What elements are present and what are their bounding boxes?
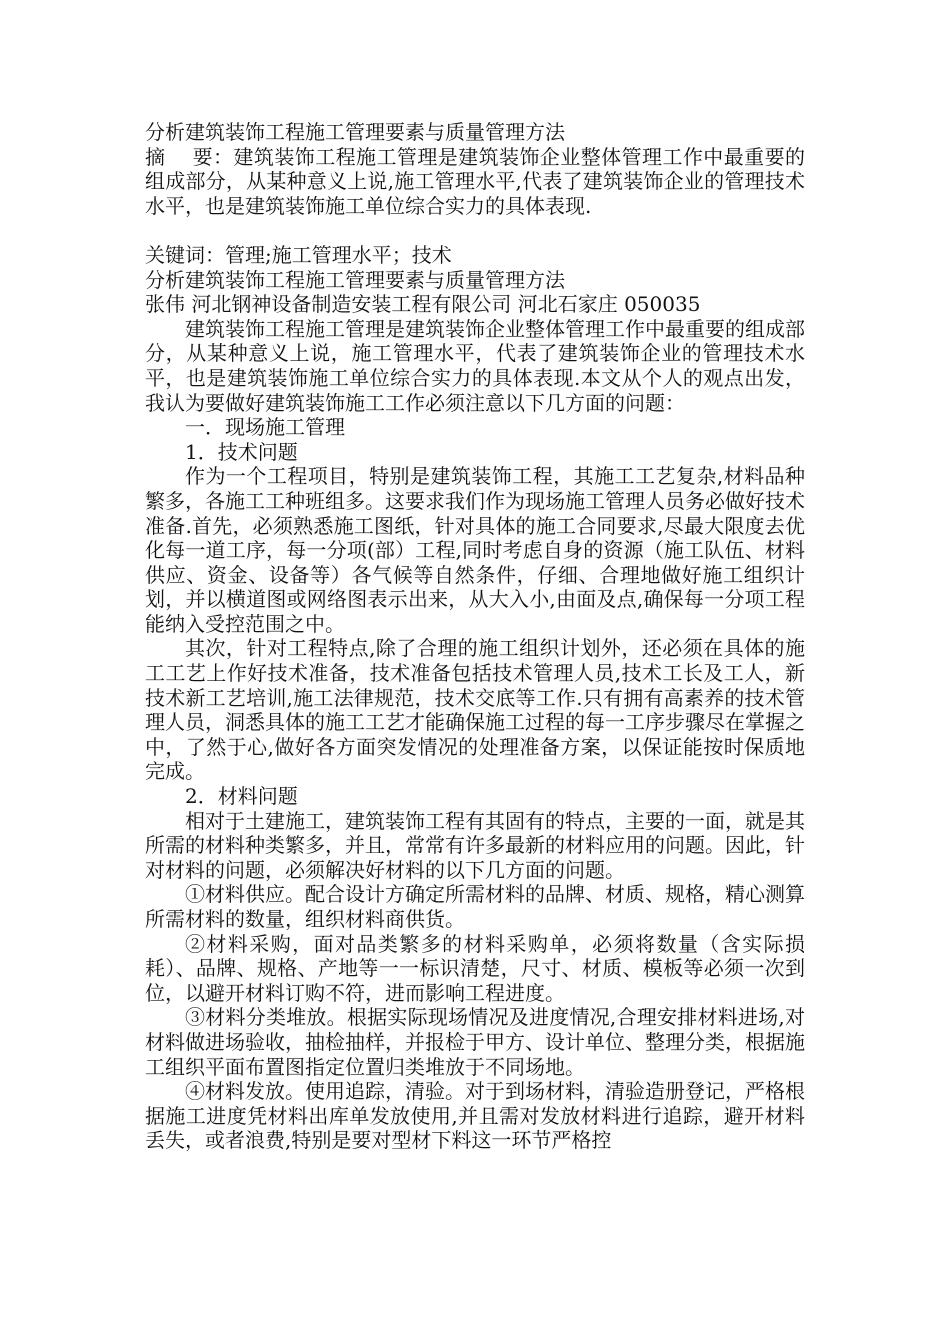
section-heading: 一．现场施工管理 (185, 415, 345, 440)
document-body (145, 120, 805, 1153)
subsection-heading: 2．材料问题 (185, 784, 298, 809)
list-item: ②材料采购，面对品类繁多的材料采购单，必须将数量（含实际损耗）、品牌、规格、产地等一一标识清楚，尺寸、材质、模板等必须一次到位，以避开材料订购不符，进而影响工程进度。 (145, 931, 805, 1005)
blank-line (145, 218, 805, 243)
abstract: 摘 要：建筑装饰工程施工管理是建筑装饰企业整体管理工作中最重要的组成部分，从某种意义上说,施工管理水平,代表了建筑装饰企业的管理技术水平，也是建筑装饰施工单位综合实力的具体表现. (145, 144, 805, 218)
keywords: 关键词：管理;施工管理水平；技术 (145, 242, 452, 267)
list-item: ③材料分类堆放。根据实际现场情况及进度情况,合理安排材料进场,对材料做进场验收，抽检抽样，并报检于甲方、设计单位、整理分类，根据施工组织平面布置图指定位置归类堆放于不同场地。 (145, 1005, 805, 1079)
paragraph: 其次，针对工程特点,除了合理的施工组织计划外，还必须在具体的施工工艺上作好技术准备，技术准备包括技术管理人员,技术工长及工人，新技术新工艺培训,施工法律规范，技术交底等工作.只有拥有高素养的技术管理人员，洞悉具体的施工工艺才能确保施工过程的每一工序步骤尽在掌握之中，了然于心,做好各方面突发情况的处理准备方案，以保证能按时保质地完成。 (145, 636, 805, 784)
paragraph: 作为一个工程项目，特别是建筑装饰工程，其施工工艺复杂,材料品种繁多，各施工工种班组多。这要求我们作为现场施工管理人员务必做好技术准备.首先，必须熟悉施工图纸，针对具体的施工合同要求,尽最大限度去优化每一道工序，每一分项(部）工程,同时考虑自身的资源（施工队伍、材料供应、资金、设备等）各气候等自然条件，仔细、合理地做好施工组织计划，并以横道图或网络图表示出来，从大入小,由面及点,确保每一分项工程能纳入受控范围之中。 (145, 464, 805, 636)
article-title: 分析建筑装饰工程施工管理要素与质量管理方法 (145, 267, 565, 292)
intro-paragraph: 建筑装饰工程施工管理是建筑装饰企业整体管理工作中最重要的组成部分，从某种意义上说，施工管理水平，代表了建筑装饰企业的管理技术水平，也是建筑装饰施工单位综合实力的具体表现.本文从个人的观点出发，我认为要做好建筑装饰施工工作必须注意以下几方面的问题： (145, 316, 805, 415)
subsection-heading: 1．技术问题 (185, 439, 298, 464)
paragraph: 相对于土建施工，建筑装饰工程有其固有的特点，主要的一面，就是其所需的材料种类繁多，并且，常常有许多最新的材料应用的问题。因此，针对材料的问题，必须解决好材料的以下几方面的问题。 (145, 808, 805, 882)
document-title: 分析建筑装饰工程施工管理要素与质量管理方法 (145, 120, 565, 144)
list-item: ④材料发放。使用追踪，清验。对于到场材料，清验造册登记，严格根据施工进度凭材料出库单发放使用,并且需对发放材料进行追踪，避开材料丢失，或者浪费,特别是要对型材下料这一环节严格控 (145, 1079, 805, 1153)
author-line: 张伟 河北钢神设备制造安装工程有限公司 河北石家庄 050035 (145, 292, 701, 317)
list-item: ①材料供应。配合设计方确定所需材料的品牌、材质、规格，精心测算所需材料的数量，组织材料商供货。 (145, 882, 805, 931)
